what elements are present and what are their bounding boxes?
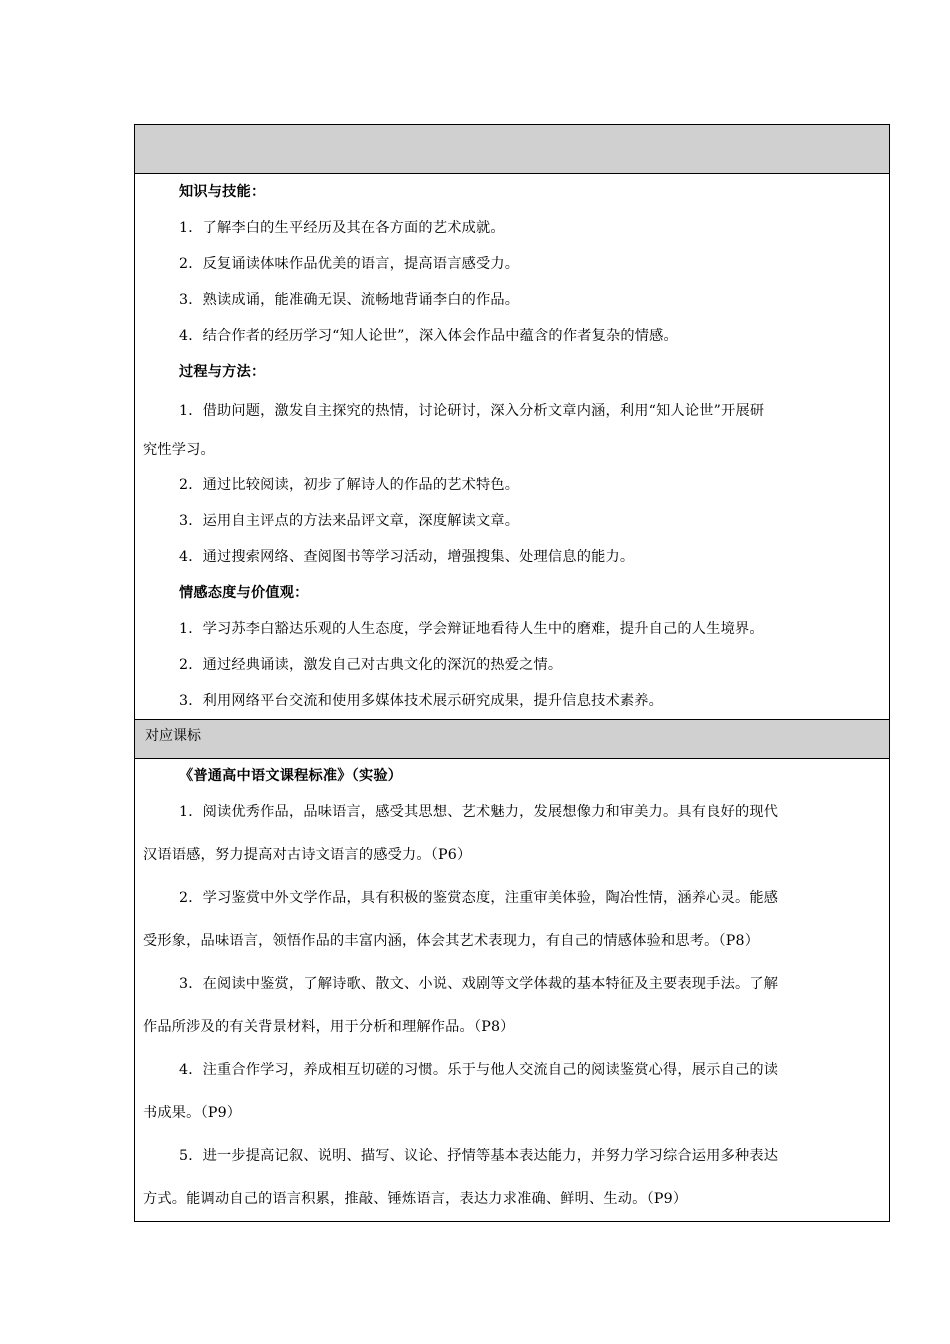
text-line: 3．熟读成诵，能准确无误、流畅地背诵李白的作品。 xyxy=(179,292,520,308)
heading-knowledge-skills: 知识与技能： xyxy=(179,184,266,200)
curriculum-standard-header: 对应课标 xyxy=(135,719,889,759)
objectives-table xyxy=(134,124,890,1222)
text-line: 1．了解李白的生平经历及其在各方面的艺术成就。 xyxy=(179,220,505,236)
text-line: 1．学习苏李白豁达乐观的人生态度，学会辩证地看待人生中的磨难，提升自己的人生境界。 xyxy=(179,621,764,637)
text-line: 作品所涉及的有关背景材料，用于分析和理解作品。（P8） xyxy=(143,1019,515,1035)
table-header-row xyxy=(135,125,889,174)
text-line: 究性学习。 xyxy=(143,442,215,458)
text-line: 书成果。（P9） xyxy=(143,1105,242,1121)
text-line: 3．运用自主评点的方法来品评文章，深度解读文章。 xyxy=(179,513,520,529)
text-line: 4．注重合作学习，养成相互切磋的习惯。乐于与他人交流自己的阅读鉴赏心得，展示自己的读 xyxy=(179,1062,779,1078)
text-line: 汉语语感，努力提高对古诗文语言的感受力。（P6） xyxy=(143,847,472,863)
text-line: 3．利用网络平台交流和使用多媒体技术展示研究成果，提升信息技术素养。 xyxy=(179,693,664,709)
curriculum-standard-section xyxy=(135,759,889,1221)
heading-process-method: 过程与方法： xyxy=(179,364,266,380)
text-line: 4．结合作者的经历学习“知人论世”，深入体会作品中蕴含的作者复杂的情感。 xyxy=(179,328,678,344)
text-line: 3．在阅读中鉴赏，了解诗歌、散文、小说、戏剧等文学体裁的基本特征及主要表现手法。了解 xyxy=(179,976,779,992)
text-line: 1．阅读优秀作品，品味语言，感受其思想、艺术魅力，发展想像力和审美力。具有良好的现代 xyxy=(179,804,779,820)
text-line: 方式。能调动自己的语言积累，推敲、锤炼语言，表达力求准确、鲜明、生动。（P9） xyxy=(143,1191,688,1207)
text-line: 2．通过经典诵读，激发自己对古典文化的深沉的热爱之情。 xyxy=(179,657,563,673)
text-line: 受形象，品味语言，领悟作品的丰富内涵，体会其艺术表现力，有自己的情感体验和思考。（P8） xyxy=(143,933,760,949)
text-line: 4．通过搜索网络、查阅图书等学习活动，增强搜集、处理信息的能力。 xyxy=(179,549,635,565)
text-line: 2．学习鉴赏中外文学作品，具有积极的鉴赏态度，注重审美体验，陶冶性情，涵养心灵。能感 xyxy=(179,890,779,906)
text-line: 1．借助问题，激发自主探究的热情，讨论研讨，深入分析文章内涵，利用“知人论世”开展研 xyxy=(179,403,765,419)
objectives-section xyxy=(135,174,889,719)
text-line: 2．通过比较阅读，初步了解诗人的作品的艺术特色。 xyxy=(179,477,520,493)
heading-emotion-values: 情感态度与价值观： xyxy=(179,585,309,601)
text-line: 5．进一步提高记叙、说明、描写、议论、抒情等基本表达能力，并努力学习综合运用多种表达 xyxy=(179,1148,779,1164)
standard-title: 《普通高中语文课程标准》（实验） xyxy=(179,768,403,784)
text-line: 2．反复诵读体味作品优美的语言，提高语言感受力。 xyxy=(179,256,520,272)
